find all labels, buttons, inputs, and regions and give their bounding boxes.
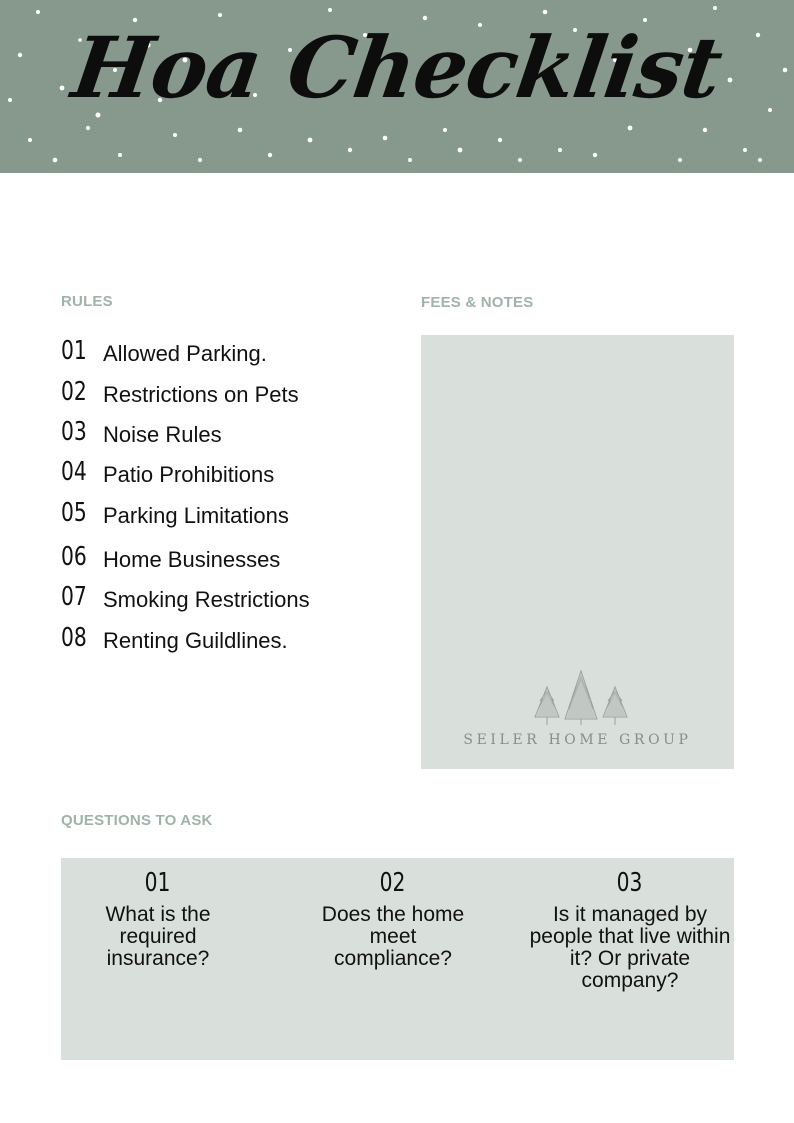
questions-label: QUESTIONS TO ASK [61,812,213,829]
rules-label: RULES [61,293,113,310]
header-banner [0,0,794,173]
rule-number: 04 [61,457,87,487]
rule-number: 02 [61,377,87,407]
rule-text: Patio Prohibitions [103,462,275,487]
question-item [527,858,733,992]
rule-text: Noise Rules [103,422,222,447]
fees-notes-box [421,335,734,769]
rule-text: Restrictions on Pets [103,382,299,407]
rule-text: Parking Limitations [103,503,289,528]
question-text: Does the home meet compliance? [321,903,465,970]
brand-name: SEILER HOME GROUP [463,732,692,748]
questions-box [61,858,734,1060]
rule-number: 06 [61,542,87,572]
rule-text: Smoking Restrictions [103,587,310,612]
rule-text: Home Businesses [103,547,281,572]
question-text: What is the required insurance? [105,903,211,970]
rule-text: Allowed Parking. [103,341,267,366]
question-number: 03 [617,868,643,898]
page-title: Hoa Checklist [66,18,728,117]
rule-number: 08 [61,623,87,653]
question-text: Is it managed by people that live within it? Or private company? [529,903,731,992]
rule-number: 07 [61,582,87,612]
rule-number: 01 [61,336,87,366]
rule-number: 05 [61,498,87,528]
question-item [58,858,258,970]
fees-notes-label: FEES & NOTES [421,294,534,311]
pine-trees-logo-icon [531,665,631,727]
rule-number: 03 [61,417,87,447]
question-number: 02 [380,868,406,898]
question-item [293,858,493,970]
rule-text: Renting Guildlines. [103,628,288,653]
question-number: 01 [145,868,171,898]
